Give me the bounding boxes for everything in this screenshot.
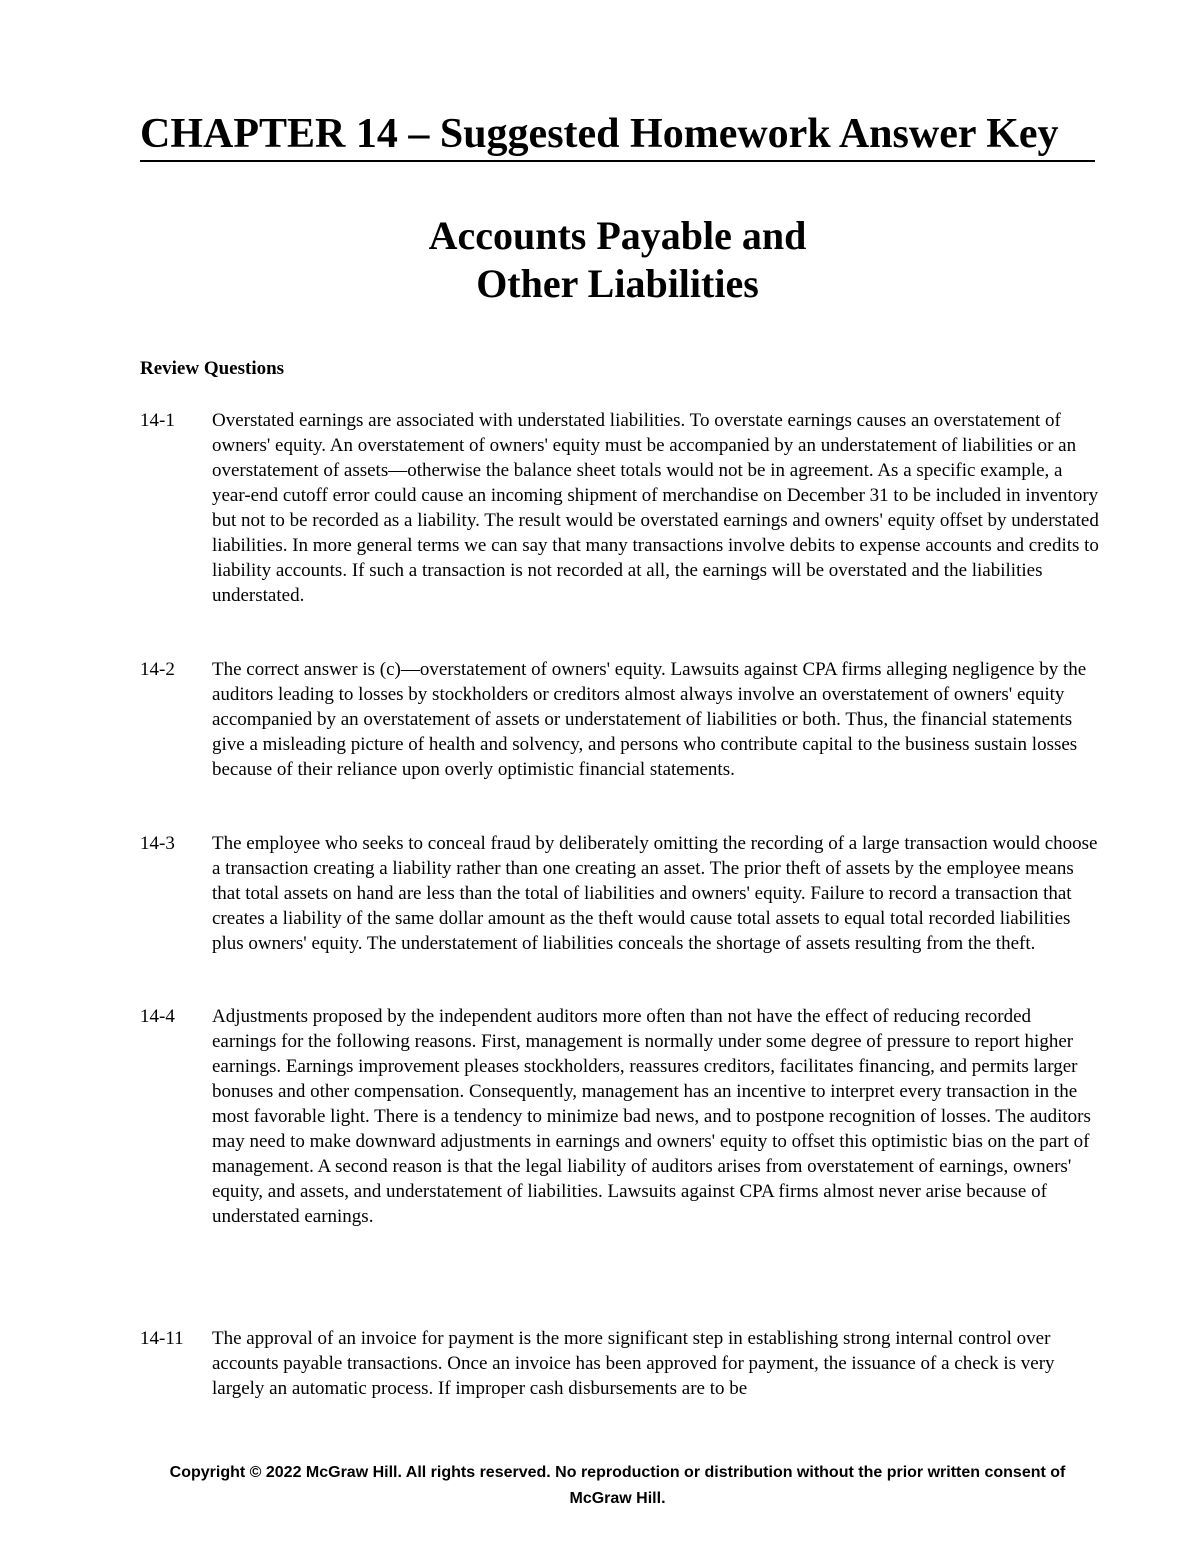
question-answer: The approval of an invoice for payment is the more significant step in establishing strong internal control over accounts payable transactions. Once an invoice has been approved for payment, the issuance of a check is very largely an automatic process. If improper cash disbursements are to be — [212, 1328, 1055, 1399]
question-number: 14-11 — [140, 1328, 184, 1349]
question-answer: Adjustments proposed by the independent auditors more often than not have the effect of reducing recorded earnings for the following reasons. First, management is normally under some degree of pressure to report higher earnings. Earnings improvement pleases stockholders, reassures creditors, facilitates financing, and permits larger bonuses and other compensation. Consequently, management has an incentive to interpret every transaction in the most favorable light. There is a tendency to minimize bad news, and to postpone recognition of losses. The auditors may need to make downward adjustments in earnings and owners' equity to offset this optimistic bias on the part of management. A second reason is that the legal liability of auditors arises from overstatement of earnings, owners' equity, and assets, and understatement of liabilities. Lawsuits against CPA firms almost never arise because of understated earnings. — [212, 1006, 1091, 1227]
question-14-2 — [140, 657, 1100, 782]
question-14-1 — [140, 408, 1100, 608]
footer-line-1: Copyright © 2022 McGraw Hill. All rights reserved. No reproduction or distribution without the prior written consent of — [169, 1464, 1066, 1481]
section-heading: Review Questions — [140, 358, 285, 379]
footer-line-2: McGraw Hill. — [569, 1490, 666, 1507]
subtitle-line-1: Accounts Payable and — [428, 213, 807, 258]
chapter-title: CHAPTER 14 – Suggested Homework Answer Key — [140, 108, 1095, 162]
question-number: 14-3 — [140, 833, 175, 854]
question-number: 14-4 — [140, 1006, 175, 1027]
question-14-11 — [140, 1326, 1100, 1401]
question-number: 14-1 — [140, 410, 175, 431]
copyright-footer — [130, 1460, 1105, 1512]
question-14-3 — [140, 831, 1100, 956]
subtitle-line-2: Other Liabilities — [476, 261, 759, 306]
question-answer: Overstated earnings are associated with understated liabilities. To overstate earnings causes an overstatement of owners' equity. An overstatement of owners' equity must be accompanied by an understatement of liabilities or an overstatement of assets—otherwise the balance sheet totals would not be in agreement. As a specific example, a year-end cutoff error could cause an incoming shipment of merchandise on December 31 to be included in inventory but not to be recorded as a liability. The result would be overstated earnings and owners' equity offset by understated liabilities. In more general terms we can say that many transactions involve debits to expense accounts and credits to liability accounts. If such a transaction is not recorded at all, the earnings will be overstated and the liabilities understated. — [212, 410, 1099, 606]
question-number: 14-2 — [140, 659, 175, 680]
question-answer: The correct answer is (c)—overstatement of owners' equity. Lawsuits against CPA firms alleging negligence by the auditors leading to losses by stockholders or creditors almost always involve an overstatement of owners' equity accompanied by an overstatement of assets or understatement of liabilities or both. Thus, the financial statements give a misleading picture of health and solvency, and persons who contribute capital to the business sustain losses because of their reliance upon overly optimistic financial statements. — [212, 659, 1087, 780]
question-answer: The employee who seeks to conceal fraud by deliberately omitting the recording of a large transaction would choose a transaction creating a liability rather than one creating an asset. The prior theft of assets by the employee means that total assets on hand are less than the total of liabilities and owners' equity. Failure to record a transaction that creates a liability of the same dollar amount as the theft would cause total assets to equal total recorded liabilities plus owners' equity. The understatement of liabilities conceals the shortage of assets resulting from the theft. — [212, 833, 1098, 954]
question-14-4 — [140, 1004, 1100, 1229]
